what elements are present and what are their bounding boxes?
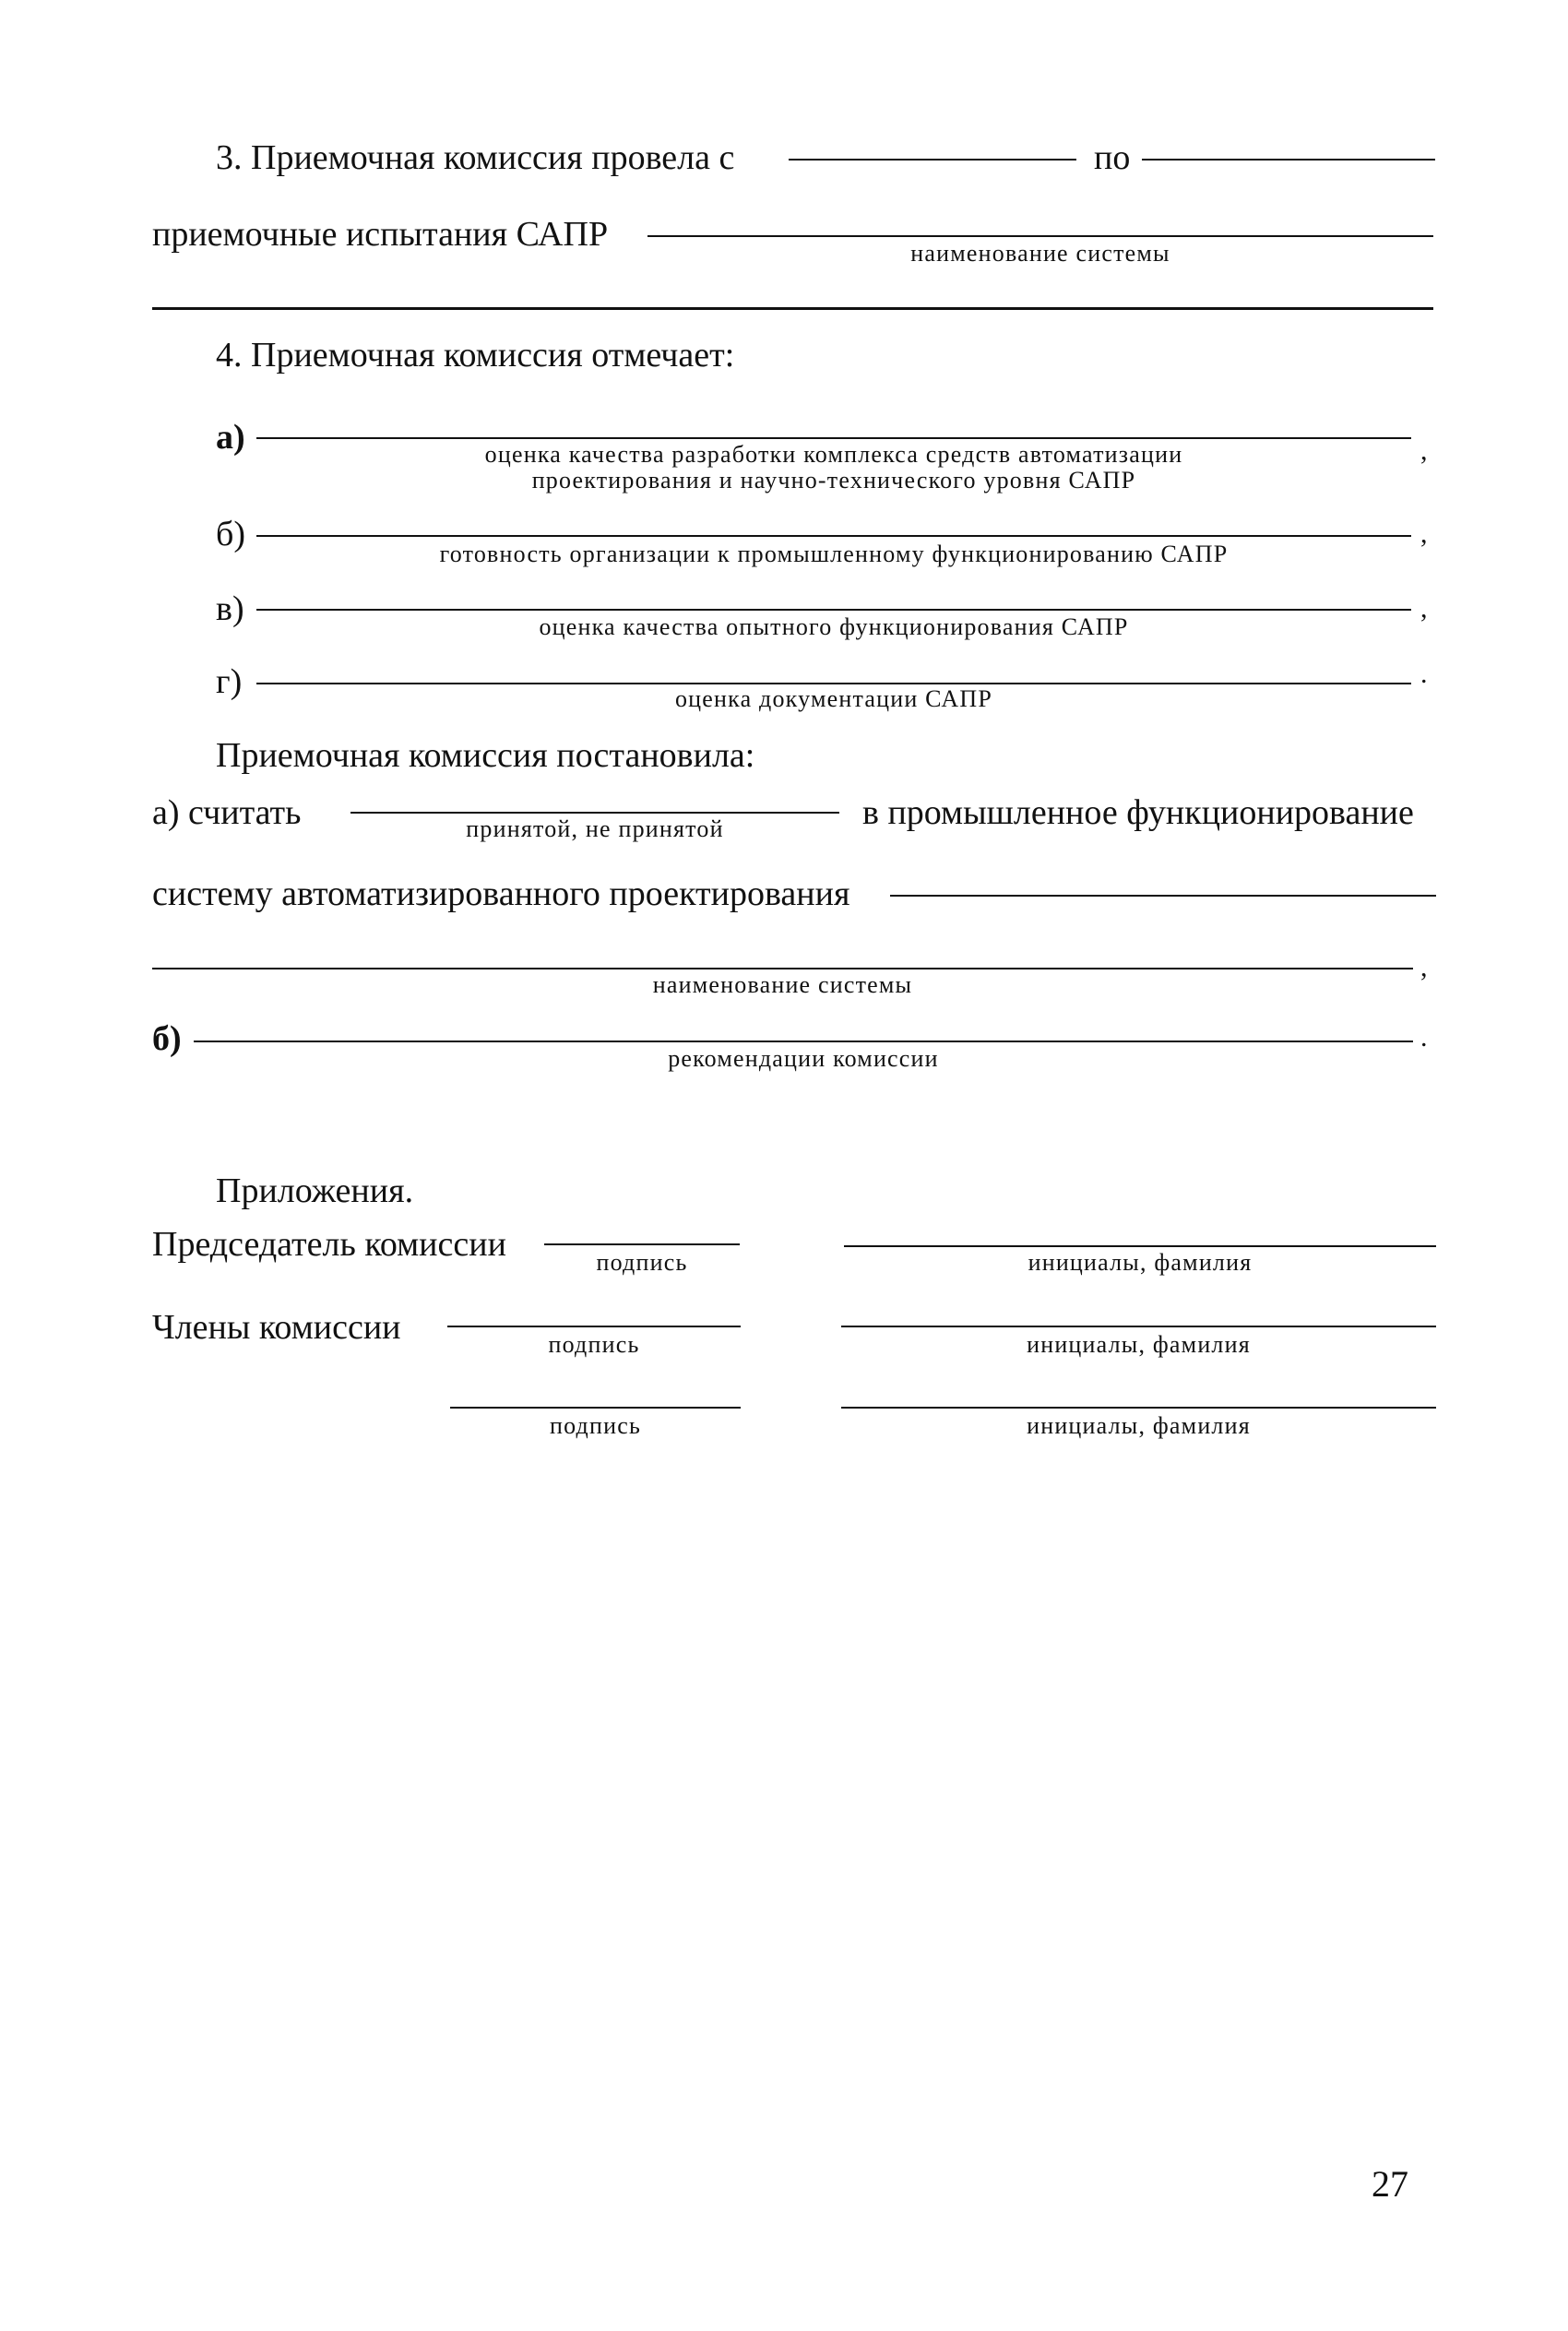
item4-d-marker: г) bbox=[216, 662, 243, 701]
system-name-line[interactable] bbox=[647, 235, 1433, 237]
item4-c-caption: оценка качества опытного функционирования САПР bbox=[539, 613, 1129, 640]
member1-signature-caption: подпись bbox=[548, 1331, 640, 1358]
section-divider bbox=[152, 307, 1433, 310]
item4-d-end: . bbox=[1420, 659, 1428, 689]
item4-b-end: , bbox=[1420, 518, 1428, 549]
item4-c-end: , bbox=[1420, 593, 1428, 624]
item4-a-caption-1: оценка качества разработки комплекса средств автоматизации bbox=[484, 441, 1183, 468]
decision-a-line[interactable] bbox=[350, 812, 839, 814]
item4-a-caption-2: проектирования и научно-технического уровня САПР bbox=[531, 467, 1136, 494]
item4-a-end: , bbox=[1420, 435, 1428, 466]
chair-name-line[interactable] bbox=[844, 1245, 1436, 1247]
item3-caption: наименование системы bbox=[910, 240, 1170, 267]
member1-name-caption: инициалы, фамилия bbox=[1027, 1331, 1251, 1358]
page-number: 27 bbox=[1372, 2163, 1408, 2205]
decision-a-caption: принятой, не принятой bbox=[466, 815, 724, 842]
decision-system-line-1[interactable] bbox=[890, 895, 1436, 897]
item3-lead: 3. Приемочная комиссия провела с bbox=[216, 138, 735, 177]
member2-signature-caption: подпись bbox=[549, 1412, 642, 1439]
appendix-label: Приложения. bbox=[216, 1171, 414, 1210]
item4-b-marker: б) bbox=[216, 515, 245, 553]
member1-signature-line[interactable] bbox=[447, 1326, 741, 1327]
item4-d-line[interactable] bbox=[256, 683, 1411, 684]
decision-b-line[interactable] bbox=[194, 1041, 1413, 1042]
member1-name-line[interactable] bbox=[841, 1326, 1436, 1327]
decision-a-lead: а) считать bbox=[152, 793, 302, 832]
decision-title: Приемочная комиссия постановила: bbox=[216, 736, 755, 775]
item3-tests: приемочные испытания САПР bbox=[152, 215, 609, 254]
decision-system-lead: систему автоматизированного проектирования bbox=[152, 874, 850, 913]
chair-signature-line[interactable] bbox=[544, 1243, 740, 1245]
item4-a-line[interactable] bbox=[256, 437, 1411, 439]
decision-system-end: , bbox=[1420, 952, 1428, 982]
item4-title: 4. Приемочная комиссия отмечает: bbox=[216, 336, 735, 375]
chair-name-caption: инициалы, фамилия bbox=[1028, 1249, 1253, 1276]
chair-signature-caption: подпись bbox=[596, 1249, 688, 1276]
decision-system-line-2[interactable] bbox=[152, 968, 1413, 969]
item4-b-caption: готовность организации к промышленному функционированию САПР bbox=[439, 541, 1229, 567]
members-label: Члены комиссии bbox=[152, 1308, 401, 1347]
item4-d-caption: оценка документации САПР bbox=[674, 685, 993, 712]
decision-b-caption: рекомендации комиссии bbox=[668, 1045, 939, 1072]
decision-system-caption: наименование системы bbox=[652, 971, 913, 998]
member2-name-caption: инициалы, фамилия bbox=[1027, 1412, 1251, 1439]
decision-a-tail: в промышленное функционирование bbox=[862, 793, 1414, 832]
item4-b-line[interactable] bbox=[256, 535, 1411, 537]
item4-a-marker: а) bbox=[216, 418, 245, 457]
date-from-line[interactable] bbox=[789, 159, 1076, 161]
member2-signature-line[interactable] bbox=[450, 1407, 741, 1409]
decision-b-end: . bbox=[1420, 1022, 1428, 1053]
chair-label: Председатель комиссии bbox=[152, 1225, 506, 1264]
item4-c-line[interactable] bbox=[256, 609, 1411, 611]
member2-name-line[interactable] bbox=[841, 1407, 1436, 1409]
item4-c-marker: в) bbox=[216, 589, 244, 628]
date-to-line[interactable] bbox=[1142, 159, 1435, 161]
decision-b-marker: б) bbox=[152, 1019, 182, 1058]
item3-to: по bbox=[1094, 138, 1131, 177]
